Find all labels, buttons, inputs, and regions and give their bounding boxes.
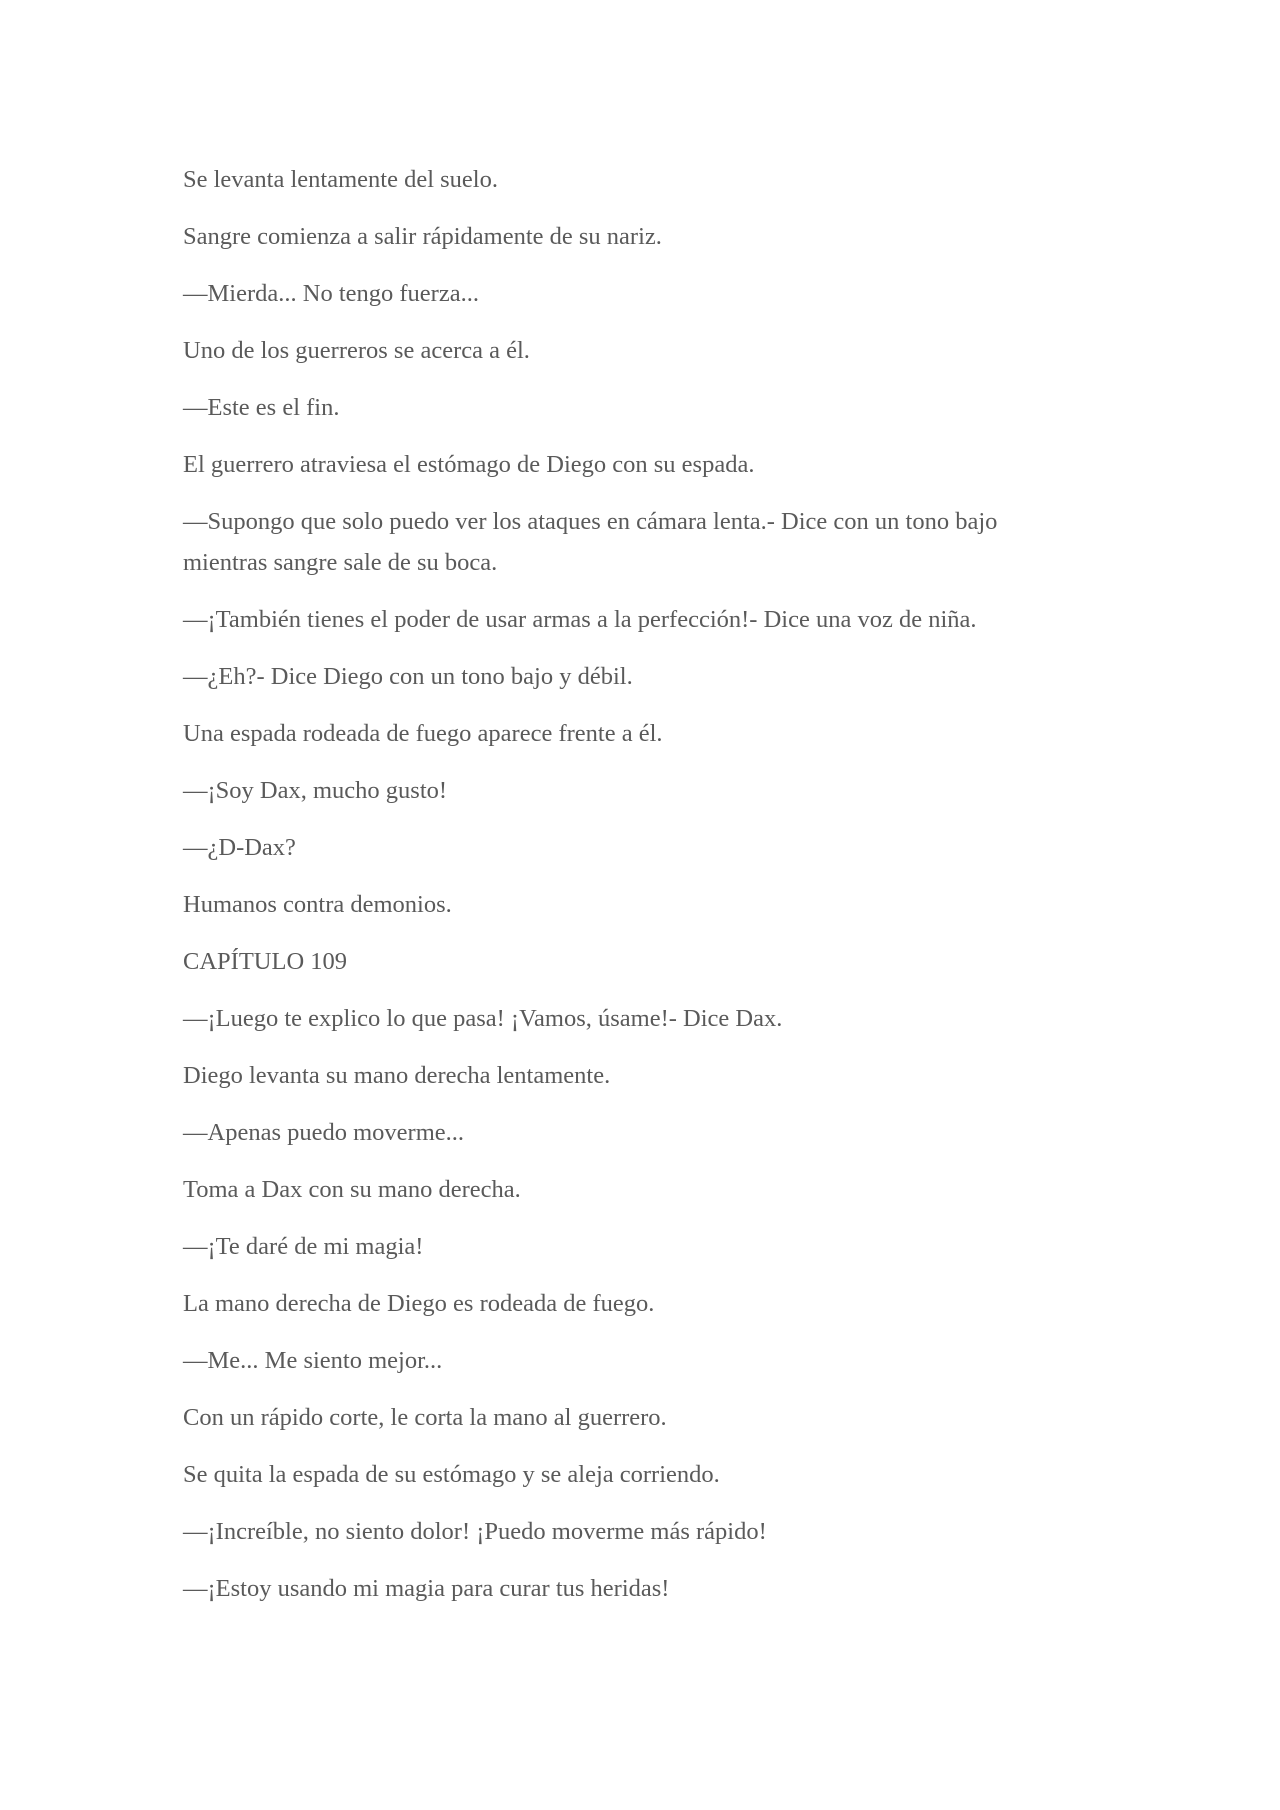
paragraph: —Mierda... No tengo fuerza... <box>183 280 479 307</box>
paragraph: —¿Eh?- Dice Diego con un tono bajo y débil. <box>183 663 633 690</box>
paragraph: Uno de los guerreros se acerca a él. <box>183 337 530 364</box>
paragraph: —Este es el fin. <box>183 394 340 421</box>
paragraph: Se quita la espada de su estómago y se aleja corriendo. <box>183 1461 720 1488</box>
paragraph: La mano derecha de Diego es rodeada de fuego. <box>183 1290 655 1317</box>
paragraph: —¡Soy Dax, mucho gusto! <box>183 777 448 804</box>
paragraph: Toma a Dax con su mano derecha. <box>183 1176 521 1203</box>
text-body <box>183 159 1083 1625</box>
paragraph: —¿D-Dax? <box>183 834 296 861</box>
paragraph: —¡Increíble, no siento dolor! ¡Puedo moverme más rápido! <box>183 1518 767 1545</box>
paragraph: —Me... Me siento mejor... <box>183 1347 443 1374</box>
paragraph: Se levanta lentamente del suelo. <box>183 166 498 193</box>
paragraph: —¡Luego te explico lo que pasa! ¡Vamos, úsame!- Dice Dax. <box>183 1005 783 1032</box>
paragraph: Sangre comienza a salir rápidamente de su nariz. <box>183 223 662 250</box>
paragraph: Humanos contra demonios. <box>183 891 452 918</box>
paragraph: —¡Te daré de mi magia! <box>183 1233 424 1260</box>
paragraph: El guerrero atraviesa el estómago de Diego con su espada. <box>183 451 755 478</box>
paragraph: —¡Estoy usando mi magia para curar tus heridas! <box>183 1575 670 1602</box>
paragraph: Con un rápido corte, le corta la mano al guerrero. <box>183 1404 667 1431</box>
paragraph: —Supongo que solo puedo ver los ataques en cámara lenta.- Dice con un tono bajo mientras sangre sale de su boca. <box>183 508 998 576</box>
chapter-heading: CAPÍTULO 109 <box>183 948 348 975</box>
paragraph: —¡También tienes el poder de usar armas a la perfección!- Dice una voz de niña. <box>183 606 977 633</box>
paragraph: Diego levanta su mano derecha lentamente. <box>183 1062 611 1089</box>
paragraph: —Apenas puedo moverme... <box>183 1119 464 1146</box>
paragraph: Una espada rodeada de fuego aparece frente a él. <box>183 720 663 747</box>
